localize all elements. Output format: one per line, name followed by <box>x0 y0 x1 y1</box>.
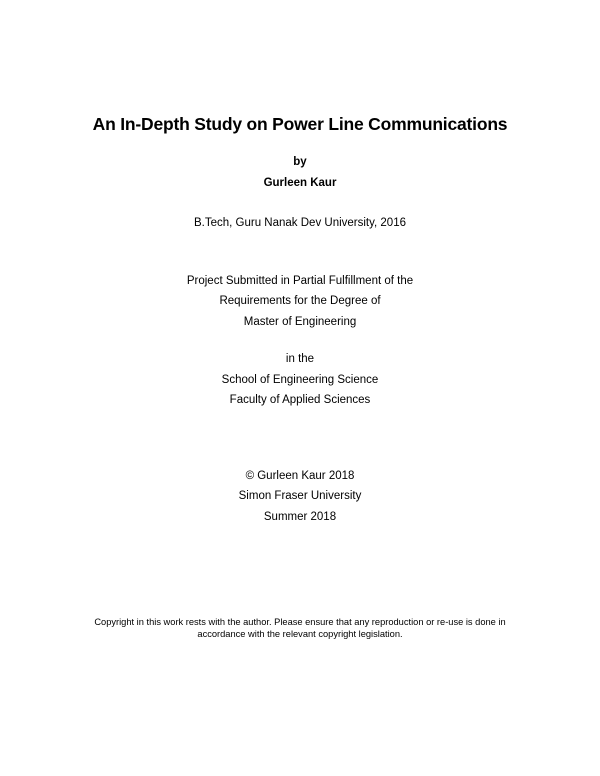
prior-degree: B.Tech, Guru Nanak Dev University, 2016 <box>194 217 406 229</box>
copyright-notice: Copyright in this work rests with the author. Please ensure that any reproduction or re-use is done in accordance with the relevant copyright legislation. <box>94 617 506 639</box>
in-the-label: in the <box>285 353 315 365</box>
submission-line-2: Requirements for the Degree of <box>219 295 381 307</box>
copyright-holder: © Gurleen Kaur 2018 <box>245 470 355 482</box>
by-label: by <box>293 156 307 168</box>
faculty-name: Faculty of Applied Sciences <box>229 394 371 406</box>
school-name: School of Engineering Science <box>221 374 379 386</box>
thesis-title: An In-Depth Study on Power Line Communications <box>92 114 508 134</box>
degree-name: Master of Engineering <box>243 316 357 328</box>
university-name: Simon Fraser University <box>238 490 362 502</box>
term-year: Summer 2018 <box>263 511 337 523</box>
author-name: Gurleen Kaur <box>263 177 337 189</box>
submission-line-1: Project Submitted in Partial Fulfillment of the <box>186 275 414 287</box>
